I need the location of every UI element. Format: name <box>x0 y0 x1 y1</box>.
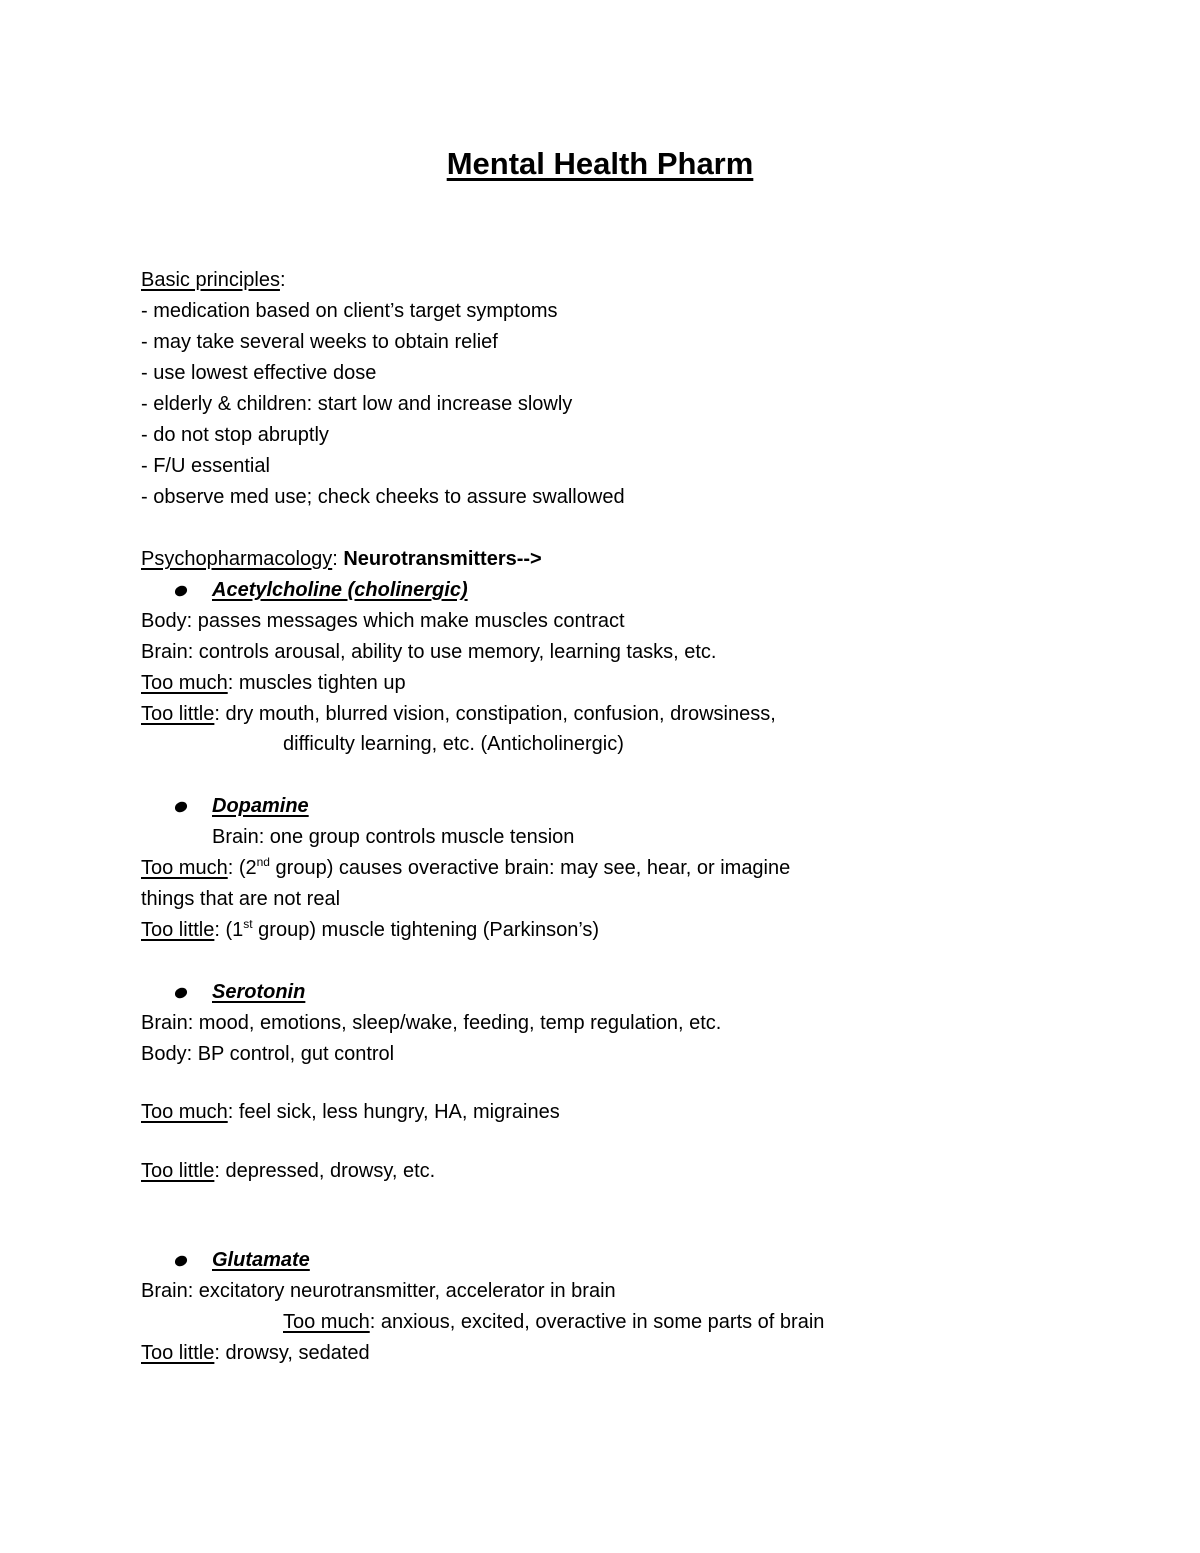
basic-principle-item: - use lowest effective dose <box>141 362 377 384</box>
dopamine-too-little: Too little: (1st group) muscle tightening (Parkinson’s) <box>141 917 600 941</box>
dopamine-brain: Brain: one group controls muscle tension <box>212 826 575 848</box>
acetylcholine-heading: Acetylcholine (cholinergic) <box>212 579 468 601</box>
bullet-icon <box>173 584 189 598</box>
serotonin-too-much: Too much: feel sick, less hungry, HA, migraines <box>141 1101 560 1123</box>
dopamine-too-much-cont: things that are not real <box>141 888 341 910</box>
glutamate-too-much: Too much: anxious, excited, overactive in some parts of brain <box>283 1311 825 1333</box>
acetylcholine-brain: Brain: controls arousal, ability to use memory, learning tasks, etc. <box>141 641 717 663</box>
basic-principle-item: - medication based on client’s target symptoms <box>141 300 558 322</box>
glutamate-heading: Glutamate <box>212 1249 310 1271</box>
serotonin-body: Body: BP control, gut control <box>141 1043 395 1065</box>
serotonin-brain: Brain: mood, emotions, sleep/wake, feeding, temp regulation, etc. <box>141 1012 722 1034</box>
glutamate-too-little: Too little: drowsy, sedated <box>141 1342 370 1364</box>
acetylcholine-body: Body: passes messages which make muscles contract <box>141 610 625 632</box>
acetylcholine-too-little-cont: difficulty learning, etc. (Anticholinergic) <box>283 733 624 755</box>
serotonin-heading: Serotonin <box>212 981 306 1003</box>
bullet-icon <box>173 986 189 1000</box>
dopamine-heading: Dopamine <box>212 795 309 817</box>
bullet-icon <box>173 800 189 814</box>
basic-principles-heading: Basic principles: <box>141 269 286 291</box>
basic-principle-item: - do not stop abruptly <box>141 424 329 446</box>
basic-principle-item: - may take several weeks to obtain relief <box>141 331 498 353</box>
dopamine-too-much: Too much: (2nd group) causes overactive brain: may see, hear, or imagine <box>141 855 791 879</box>
glutamate-brain: Brain: excitatory neurotransmitter, accelerator in brain <box>141 1280 616 1302</box>
basic-principle-item: - F/U essential <box>141 455 270 477</box>
psychopharmacology-heading: Psychopharmacology: Neurotransmitters--> <box>141 548 542 570</box>
basic-principle-item: - observe med use; check cheeks to assure swallowed <box>141 486 625 508</box>
basic-principle-item: - elderly & children: start low and increase slowly <box>141 393 573 415</box>
serotonin-too-little: Too little: depressed, drowsy, etc. <box>141 1160 436 1182</box>
bullet-icon <box>173 1254 189 1268</box>
page-title: Mental Health Pharm <box>446 146 754 181</box>
acetylcholine-too-much: Too much: muscles tighten up <box>141 672 406 694</box>
acetylcholine-too-little: Too little: dry mouth, blurred vision, constipation, confusion, drowsiness, <box>141 703 776 725</box>
